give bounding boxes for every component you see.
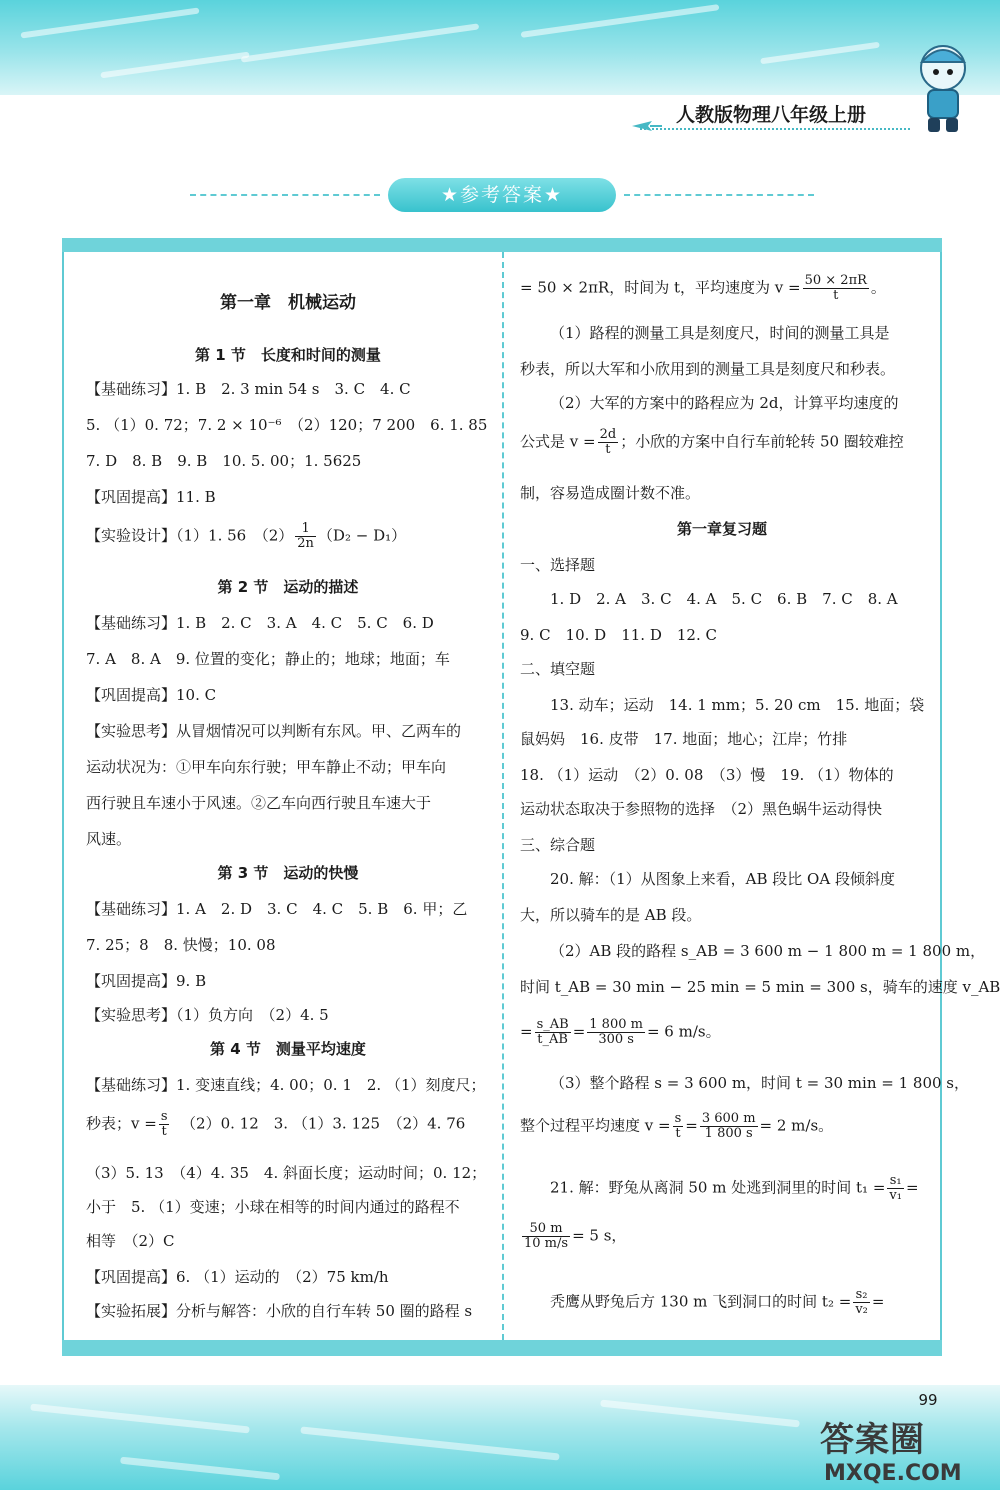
fraction: $\frac{1 800 m}{300 s}$ (589, 1017, 643, 1047)
book-title: 人教版物理八年级上册 (676, 104, 867, 126)
text-line: 【基础练习】1. B 2. C 3. A 4. C 5. C 6. D (86, 614, 434, 632)
section-1-title: 第 1 节 长度和时间的测量 (195, 346, 381, 364)
text-line-with-fraction: $\frac{50 m}{10 m/s}$ = 5 s， (524, 1221, 627, 1251)
text-line: 运动状态取决于参照物的选择 （2）黑色蜗牛运动得快 (520, 800, 883, 818)
text-line: 小于 5. （1）变速；小球在相等的时间内通过的路程不 (86, 1198, 460, 1216)
fraction: $\frac{\text{s₂}}{\text{v₂}}$ (855, 1287, 868, 1317)
mascot-illustration-icon (908, 40, 978, 136)
text-line: 秒表，所以大军和小欣用到的测量工具是刻度尺和秒表。 (520, 360, 896, 378)
text-line-with-fraction: 秃鹰从野兔后方 130 m 飞到洞口的时间 t₂ = $\frac{\text{s₂}}{\text{v₂}}$ = (550, 1287, 885, 1317)
top-decoration-band (0, 0, 1000, 95)
text-line: 西行驶且车速小于风速。②乙车向西行驶且车速大于 (86, 794, 432, 812)
text-line-with-fraction: = 50 × 2πR，时间为 t，平均速度为 v = $\frac{50 \times 2\pi R}{t}$ 。 (520, 273, 886, 303)
review-title: 第一章复习题 (676, 520, 767, 538)
column-divider (502, 252, 504, 1340)
text-line-with-fraction: 公式是 v = $\frac{2d}{t}$ ；小欣的方案中自行车前轮转 50 圈较难控 (520, 427, 904, 457)
text-line: 【基础练习】1. 变速直线；4. 00；0. 1 2. （1）刻度尺； (86, 1076, 486, 1094)
text-line: 【基础练习】1. B 2. 3 min 54 s 3. C 4. C (86, 380, 411, 398)
text-line: 时间 t_AB = 30 min − 25 min = 5 min = 300 s，骑车的速度 v_AB (520, 978, 1000, 996)
fraction: $\frac{50 \times 2\pi R}{t}$ (804, 273, 867, 303)
text-line: 【巩固提高】6. （1）运动的 （2）75 km/h (86, 1268, 389, 1286)
fraction: $\frac{s}{t}$ (160, 1109, 168, 1139)
fraction: $\frac{2d}{t}$ (599, 427, 617, 457)
text-line: 1. D 2. A 3. C 4. A 5. C 6. B 7. C 8. A (550, 590, 898, 608)
text-line: 制，容易造成圈计数不准。 (520, 484, 701, 502)
watermark: 答案圈 MXQE.COM (820, 1420, 962, 1486)
page-number: 99 (918, 1391, 938, 1409)
text-line: 相等 （2）C (86, 1232, 175, 1250)
text-line-with-fraction: 整个过程平均速度 v = $\frac{s}{t}$ = $\frac{3 600 m}{1 800 s}$ = 2 m/s。 (520, 1111, 834, 1141)
text-line: 风速。 (86, 830, 132, 848)
banner-line-left (190, 194, 380, 196)
section-3-title: 第 3 节 运动的快慢 (217, 864, 359, 882)
text-line: （3）整个路程 s = 3 600 m，时间 t = 30 min = 1 800 s， (550, 1074, 969, 1092)
text-line: 鼠妈妈 16. 皮带 17. 地面；地心；江岸；竹排 (520, 730, 848, 748)
text-line: 7. 25；8 8. 快慢；10. 08 (86, 936, 276, 954)
text-line: 5. （1）0. 72；7. 2 × 10⁻⁶ （2）120；7 200 6. 1. 85 (86, 416, 488, 434)
text-line: 7. D 8. B 9. B 10. 5. 00；1. 5625 (86, 452, 362, 470)
frame-top-strip (62, 238, 942, 252)
text-line-with-fraction: = $\frac{s\_AB}{t\_AB}$ = $\frac{1 800 m}{300 s}$ = 6 m/s。 (520, 1017, 721, 1047)
text-line: 【实验思考】（1）负方向 （2）4. 5 (86, 1006, 329, 1024)
fraction: $\frac{s}{t}$ (674, 1111, 682, 1141)
text-line: 18. （1）运动 （2）0. 08 （3）慢 19. （1）物体的 (520, 766, 894, 784)
text-line: 运动状况为：①甲车向东行驶；甲车静止不动；甲车向 (86, 758, 447, 776)
text-line: 一、选择题 (520, 556, 596, 574)
text-line: 【实验拓展】分析与解答：小欣的自行车转 50 圈的路程 s (86, 1302, 473, 1320)
banner-line-right (624, 194, 814, 196)
text-line: 7. A 8. A 9. 位置的变化；静止的；地球；地面；车 (86, 650, 450, 668)
text-line: 【巩固提高】9. B (86, 972, 207, 990)
arrow-icon (630, 118, 662, 134)
text-line: 二、填空题 (520, 660, 596, 678)
text-line: 【基础练习】1. A 2. D 3. C 4. C 5. B 6. 甲；乙 (86, 900, 468, 918)
fraction: $\frac{50 m}{10 m/s}$ (524, 1221, 569, 1251)
text-line-with-fraction: 【实验设计】（1）1. 56 （2） $\frac{1}{2n}$ （D₂ − D₁） (86, 521, 407, 551)
fraction: $\frac{s\_AB}{t\_AB}$ (536, 1017, 569, 1047)
fraction: $\frac{\text{s₁}}{\text{v₁}}$ (889, 1173, 902, 1203)
chapter-title: 第一章 机械运动 (220, 293, 356, 313)
title-underline (640, 128, 910, 130)
text-line: 【实验思考】从冒烟情况可以判断有东风。甲、乙两车的 (86, 722, 462, 740)
text-line: （3）5. 13 （4）4. 35 4. 斜面长度；运动时间；0. 12； (86, 1164, 487, 1182)
text-line: 三、综合题 (520, 836, 596, 854)
text-line: 大，所以骑车的是 AB 段。 (520, 906, 702, 924)
text-line: （2）大军的方案中的路程应为 2d，计算平均速度的 (550, 394, 899, 412)
text-line: 【巩固提高】11. B (86, 488, 216, 506)
text-line: （1）路程的测量工具是刻度尺，时间的测量工具是 (550, 324, 890, 342)
section-4-title: 第 4 节 测量平均速度 (210, 1040, 366, 1058)
text-line: （2）AB 段的路程 s_AB = 3 600 m − 1 800 m = 1 800 m， (550, 942, 986, 960)
fraction: $\frac{1}{2n}$ (297, 521, 314, 551)
text-line: 【巩固提高】10. C (86, 686, 217, 704)
text-line-with-fraction: 21. 解：野兔从离洞 50 m 处逃到洞里的时间 t₁ = $\frac{\text{s₁}}{\text{v₁}}$ = (550, 1173, 919, 1203)
fraction: $\frac{3 600 m}{1 800 s}$ (701, 1111, 756, 1141)
text-line: 9. C 10. D 11. D 12. C (520, 626, 717, 644)
answer-banner: ★参考答案★ (388, 178, 616, 212)
text-line: 20. 解：（1）从图象上来看，AB 段比 OA 段倾斜度 (550, 870, 895, 888)
text-line: 13. 动车；运动 14. 1 mm；5. 20 cm 15. 地面；袋 (550, 696, 925, 714)
text-line-with-fraction: 秒表；v = $\frac{s}{t}$ （2）0. 12 3. （1）3. 125 （2）4. 76 (86, 1109, 466, 1139)
frame-bottom-strip (62, 1340, 942, 1356)
section-2-title: 第 2 节 运动的描述 (217, 578, 359, 596)
